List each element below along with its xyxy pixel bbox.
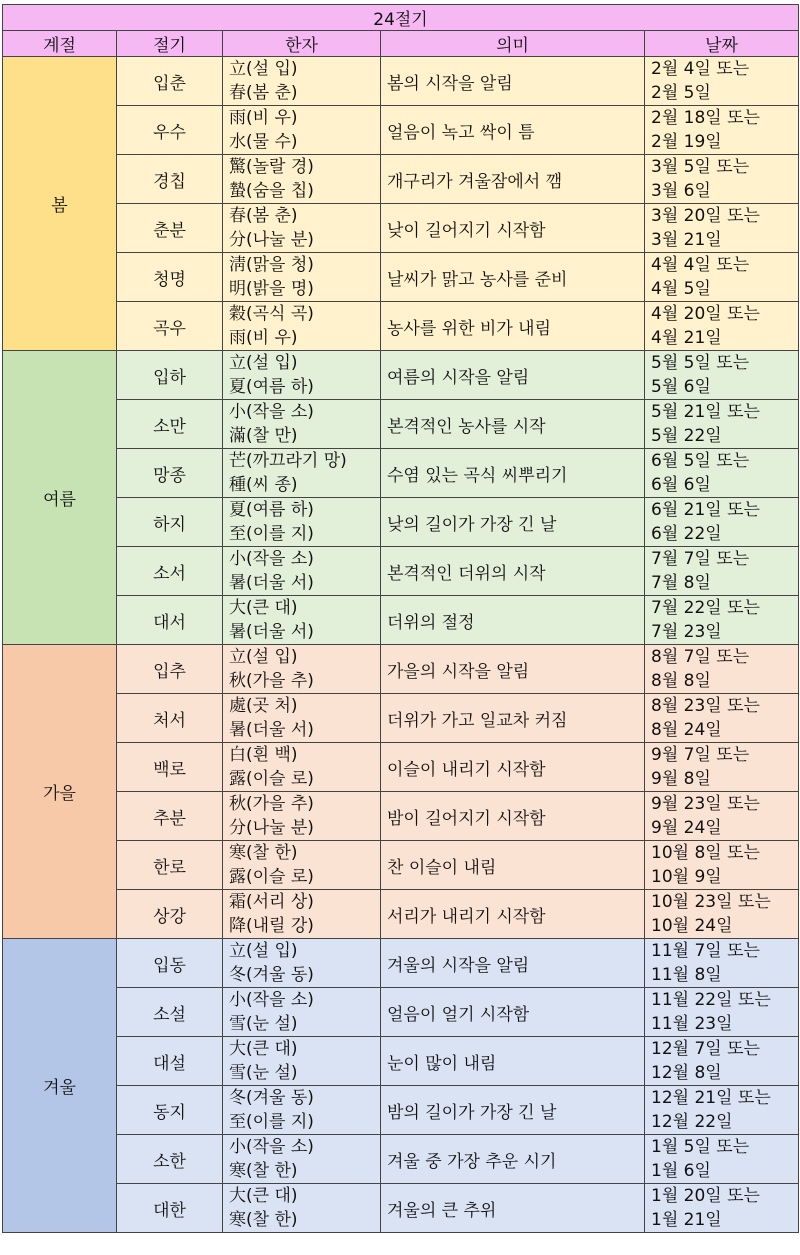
table-row bbox=[3, 645, 799, 694]
hanja-cell bbox=[223, 743, 381, 792]
hanja-cell bbox=[223, 1184, 381, 1233]
date-line: 7월 23일 bbox=[651, 622, 722, 642]
header-meaning: 의미 bbox=[381, 31, 645, 57]
meaning-cell: 더위의 절정 bbox=[381, 596, 645, 645]
term-cell: 대서 bbox=[117, 596, 223, 645]
date-cell bbox=[645, 841, 799, 890]
hanja-line: 小(작을 소) bbox=[229, 990, 314, 1010]
header-season: 계절 bbox=[3, 31, 117, 57]
date-line: 8월 8일 bbox=[651, 671, 711, 691]
hanja-line: 大(큰 대) bbox=[229, 598, 298, 618]
header-date: 날짜 bbox=[645, 31, 799, 57]
season-cell: 가을 bbox=[3, 645, 117, 939]
hanja-line: 雪(눈 설) bbox=[229, 1063, 298, 1083]
meaning-cell: 가을의 시작을 알림 bbox=[381, 645, 645, 694]
date-line: 5월 6일 bbox=[651, 377, 711, 397]
table-row bbox=[3, 743, 799, 792]
hanja-line: 驚(놀랄 경) bbox=[229, 157, 314, 177]
meaning-cell: 농사를 위한 비가 내림 bbox=[381, 302, 645, 351]
date-line: 6월 5일 또는 bbox=[651, 451, 750, 471]
date-line: 7월 7일 또는 bbox=[651, 549, 750, 569]
date-cell bbox=[645, 400, 799, 449]
hanja-cell bbox=[223, 596, 381, 645]
meaning-cell: 날씨가 맑고 농사를 준비 bbox=[381, 253, 645, 302]
solar-terms-table bbox=[2, 4, 799, 1233]
hanja-cell bbox=[223, 792, 381, 841]
date-line: 9월 8일 bbox=[651, 769, 711, 789]
hanja-line: 白(흰 백) bbox=[229, 745, 298, 765]
table-title: 24절기 bbox=[3, 5, 799, 31]
date-cell bbox=[645, 106, 799, 155]
term-cell: 소한 bbox=[117, 1135, 223, 1184]
table-row bbox=[3, 694, 799, 743]
date-line: 2월 4일 또는 bbox=[651, 59, 750, 79]
date-line: 5월 5일 또는 bbox=[651, 353, 750, 373]
table-row bbox=[3, 155, 799, 204]
hanja-line: 大(큰 대) bbox=[229, 1186, 298, 1206]
date-line: 3월 21일 bbox=[651, 230, 722, 250]
meaning-cell: 겨울의 큰 추위 bbox=[381, 1184, 645, 1233]
term-cell: 경칩 bbox=[117, 155, 223, 204]
hanja-line: 冬(겨울 동) bbox=[229, 965, 314, 985]
hanja-line: 至(이를 지) bbox=[229, 1112, 314, 1132]
date-cell bbox=[645, 155, 799, 204]
hanja-line: 春(봄 춘) bbox=[229, 83, 298, 103]
date-line: 4월 21일 bbox=[651, 328, 722, 348]
table-row bbox=[3, 498, 799, 547]
table-row bbox=[3, 890, 799, 939]
table-row bbox=[3, 106, 799, 155]
table-row bbox=[3, 57, 799, 106]
term-cell: 입하 bbox=[117, 351, 223, 400]
date-cell bbox=[645, 1135, 799, 1184]
table-row bbox=[3, 253, 799, 302]
hanja-line: 降(내릴 강) bbox=[229, 916, 314, 936]
date-cell bbox=[645, 1086, 799, 1135]
date-line: 10월 23일 또는 bbox=[651, 892, 771, 912]
date-line: 6월 6일 bbox=[651, 475, 711, 495]
term-cell: 망종 bbox=[117, 449, 223, 498]
date-line: 2월 19일 bbox=[651, 132, 722, 152]
hanja-line: 蟄(숨을 칩) bbox=[229, 181, 314, 201]
hanja-line: 雨(비 우) bbox=[229, 328, 298, 348]
meaning-cell: 수염 있는 곡식 씨뿌리기 bbox=[381, 449, 645, 498]
date-line: 8월 7일 또는 bbox=[651, 647, 750, 667]
hanja-cell bbox=[223, 204, 381, 253]
table-body bbox=[3, 57, 799, 1233]
hanja-line: 分(나눌 분) bbox=[229, 230, 314, 250]
meaning-cell: 겨울 중 가장 추운 시기 bbox=[381, 1135, 645, 1184]
term-cell: 소만 bbox=[117, 400, 223, 449]
table-row bbox=[3, 792, 799, 841]
hanja-line: 至(이를 지) bbox=[229, 524, 314, 544]
term-cell: 대설 bbox=[117, 1037, 223, 1086]
header-hanja: 한자 bbox=[223, 31, 381, 57]
meaning-cell: 밤의 길이가 가장 긴 날 bbox=[381, 1086, 645, 1135]
date-cell bbox=[645, 498, 799, 547]
date-line: 11월 7일 또는 bbox=[651, 941, 760, 961]
date-cell bbox=[645, 694, 799, 743]
hanja-line: 秋(가을 추) bbox=[229, 794, 314, 814]
hanja-line: 春(봄 춘) bbox=[229, 206, 298, 226]
hanja-cell bbox=[223, 890, 381, 939]
hanja-cell bbox=[223, 694, 381, 743]
table-row bbox=[3, 988, 799, 1037]
meaning-cell: 찬 이슬이 내림 bbox=[381, 841, 645, 890]
date-line: 10월 9일 bbox=[651, 867, 722, 887]
date-line: 9월 7일 또는 bbox=[651, 745, 750, 765]
hanja-line: 秋(가을 추) bbox=[229, 671, 314, 691]
date-line: 9월 23일 또는 bbox=[651, 794, 760, 814]
hanja-line: 水(물 수) bbox=[229, 132, 298, 152]
date-line: 3월 6일 bbox=[651, 181, 711, 201]
hanja-line: 寒(찰 한) bbox=[229, 1210, 298, 1230]
hanja-line: 小(작을 소) bbox=[229, 402, 314, 422]
date-line: 6월 22일 bbox=[651, 524, 722, 544]
hanja-cell bbox=[223, 253, 381, 302]
table-row bbox=[3, 302, 799, 351]
hanja-cell bbox=[223, 988, 381, 1037]
hanja-line: 立(설 입) bbox=[229, 941, 298, 961]
date-line: 6월 21일 또는 bbox=[651, 500, 760, 520]
date-line: 9월 24일 bbox=[651, 818, 722, 838]
table-row bbox=[3, 547, 799, 596]
date-cell bbox=[645, 253, 799, 302]
hanja-line: 立(설 입) bbox=[229, 353, 298, 373]
date-line: 4월 4일 또는 bbox=[651, 255, 750, 275]
hanja-line: 立(설 입) bbox=[229, 647, 298, 667]
date-cell bbox=[645, 1184, 799, 1233]
hanja-cell bbox=[223, 400, 381, 449]
date-line: 7월 22일 또는 bbox=[651, 598, 760, 618]
date-line: 12월 7일 또는 bbox=[651, 1039, 760, 1059]
term-cell: 소설 bbox=[117, 988, 223, 1037]
table-row bbox=[3, 939, 799, 988]
hanja-cell bbox=[223, 939, 381, 988]
hanja-cell bbox=[223, 302, 381, 351]
hanja-line: 分(나눌 분) bbox=[229, 818, 314, 838]
hanja-line: 小(작을 소) bbox=[229, 549, 314, 569]
date-cell bbox=[645, 351, 799, 400]
hanja-line: 小(작을 소) bbox=[229, 1137, 314, 1157]
hanja-line: 種(씨 종) bbox=[229, 475, 298, 495]
hanja-line: 滿(찰 만) bbox=[229, 426, 298, 446]
hanja-line: 雪(눈 설) bbox=[229, 1014, 298, 1034]
term-cell: 입동 bbox=[117, 939, 223, 988]
date-line: 8월 24일 bbox=[651, 720, 722, 740]
table-row bbox=[3, 596, 799, 645]
date-line: 5월 21일 또는 bbox=[651, 402, 760, 422]
header-term: 절기 bbox=[117, 31, 223, 57]
hanja-line: 露(이슬 로) bbox=[229, 867, 314, 887]
date-cell bbox=[645, 1037, 799, 1086]
hanja-cell bbox=[223, 57, 381, 106]
meaning-cell: 본격적인 더위의 시작 bbox=[381, 547, 645, 596]
term-cell: 처서 bbox=[117, 694, 223, 743]
hanja-cell bbox=[223, 1086, 381, 1135]
hanja-line: 大(큰 대) bbox=[229, 1039, 298, 1059]
date-cell bbox=[645, 547, 799, 596]
term-cell: 소서 bbox=[117, 547, 223, 596]
hanja-line: 雨(비 우) bbox=[229, 108, 298, 128]
meaning-cell: 서리가 내리기 시작함 bbox=[381, 890, 645, 939]
meaning-cell: 개구리가 겨울잠에서 깸 bbox=[381, 155, 645, 204]
date-line: 1월 20일 또는 bbox=[651, 1186, 760, 1206]
term-cell: 곡우 bbox=[117, 302, 223, 351]
season-cell: 여름 bbox=[3, 351, 117, 645]
meaning-cell: 더위가 가고 일교차 커짐 bbox=[381, 694, 645, 743]
date-line: 5월 22일 bbox=[651, 426, 722, 446]
hanja-line: 夏(여름 하) bbox=[229, 377, 314, 397]
season-cell: 겨울 bbox=[3, 939, 117, 1233]
date-line: 11월 22일 또는 bbox=[651, 990, 771, 1010]
date-line: 12월 22일 bbox=[651, 1112, 733, 1132]
hanja-line: 夏(여름 하) bbox=[229, 500, 314, 520]
date-cell bbox=[645, 988, 799, 1037]
date-cell bbox=[645, 792, 799, 841]
season-cell: 봄 bbox=[3, 57, 117, 351]
meaning-cell: 봄의 시작을 알림 bbox=[381, 57, 645, 106]
hanja-line: 暑(더울 서) bbox=[229, 622, 314, 642]
date-line: 3월 20일 또는 bbox=[651, 206, 760, 226]
term-cell: 동지 bbox=[117, 1086, 223, 1135]
hanja-cell bbox=[223, 449, 381, 498]
term-cell: 대한 bbox=[117, 1184, 223, 1233]
date-cell bbox=[645, 302, 799, 351]
meaning-cell: 이슬이 내리기 시작함 bbox=[381, 743, 645, 792]
table-row bbox=[3, 400, 799, 449]
hanja-line: 冬(겨울 동) bbox=[229, 1088, 314, 1108]
hanja-line: 淸(맑을 청) bbox=[229, 255, 314, 275]
date-line: 3월 5일 또는 bbox=[651, 157, 750, 177]
date-cell bbox=[645, 743, 799, 792]
meaning-cell: 겨울의 시작을 알림 bbox=[381, 939, 645, 988]
hanja-cell bbox=[223, 351, 381, 400]
meaning-cell: 얼음이 녹고 싹이 틈 bbox=[381, 106, 645, 155]
hanja-cell bbox=[223, 498, 381, 547]
term-cell: 춘분 bbox=[117, 204, 223, 253]
meaning-cell: 낮의 길이가 가장 긴 날 bbox=[381, 498, 645, 547]
table-row bbox=[3, 449, 799, 498]
meaning-cell: 낮이 길어지기 시작함 bbox=[381, 204, 645, 253]
hanja-cell bbox=[223, 155, 381, 204]
hanja-line: 明(밝을 명) bbox=[229, 279, 314, 299]
hanja-line: 暑(더울 서) bbox=[229, 573, 314, 593]
table-row bbox=[3, 351, 799, 400]
hanja-line: 芒(까끄라기 망) bbox=[229, 451, 347, 471]
hanja-line: 處(곳 처) bbox=[229, 696, 298, 716]
table-row bbox=[3, 1037, 799, 1086]
meaning-cell: 얼음이 얼기 시작함 bbox=[381, 988, 645, 1037]
hanja-line: 寒(찰 한) bbox=[229, 1161, 298, 1181]
term-cell: 입춘 bbox=[117, 57, 223, 106]
term-cell: 추분 bbox=[117, 792, 223, 841]
table-row bbox=[3, 1184, 799, 1233]
date-line: 11월 8일 bbox=[651, 965, 722, 985]
date-line: 4월 20일 또는 bbox=[651, 304, 760, 324]
hanja-cell bbox=[223, 1037, 381, 1086]
table-row bbox=[3, 1135, 799, 1184]
date-line: 10월 24일 bbox=[651, 916, 733, 936]
hanja-line: 露(이슬 로) bbox=[229, 769, 314, 789]
date-cell bbox=[645, 939, 799, 988]
term-cell: 한로 bbox=[117, 841, 223, 890]
date-line: 4월 5일 bbox=[651, 279, 711, 299]
date-cell bbox=[645, 204, 799, 253]
hanja-line: 立(설 입) bbox=[229, 59, 298, 79]
hanja-cell bbox=[223, 1135, 381, 1184]
hanja-line: 霜(서리 상) bbox=[229, 892, 314, 912]
date-line: 1월 21일 bbox=[651, 1210, 722, 1230]
date-cell bbox=[645, 645, 799, 694]
date-line: 1월 5일 또는 bbox=[651, 1137, 750, 1157]
date-line: 10월 8일 또는 bbox=[651, 843, 760, 863]
meaning-cell: 여름의 시작을 알림 bbox=[381, 351, 645, 400]
meaning-cell: 눈이 많이 내림 bbox=[381, 1037, 645, 1086]
hanja-cell bbox=[223, 106, 381, 155]
hanja-cell bbox=[223, 841, 381, 890]
term-cell: 상강 bbox=[117, 890, 223, 939]
term-cell: 백로 bbox=[117, 743, 223, 792]
table-row bbox=[3, 204, 799, 253]
table-row bbox=[3, 1086, 799, 1135]
date-cell bbox=[645, 890, 799, 939]
date-line: 2월 18일 또는 bbox=[651, 108, 760, 128]
hanja-line: 暑(더울 서) bbox=[229, 720, 314, 740]
term-cell: 하지 bbox=[117, 498, 223, 547]
hanja-cell bbox=[223, 547, 381, 596]
date-line: 2월 5일 bbox=[651, 83, 711, 103]
meaning-cell: 밤이 길어지기 시작함 bbox=[381, 792, 645, 841]
hanja-line: 穀(곡식 곡) bbox=[229, 304, 314, 324]
date-line: 12월 21일 또는 bbox=[651, 1088, 771, 1108]
term-cell: 입추 bbox=[117, 645, 223, 694]
hanja-line: 寒(찰 한) bbox=[229, 843, 298, 863]
date-cell bbox=[645, 57, 799, 106]
date-cell bbox=[645, 449, 799, 498]
date-line: 7월 8일 bbox=[651, 573, 711, 593]
date-line: 8월 23일 또는 bbox=[651, 696, 760, 716]
date-cell bbox=[645, 596, 799, 645]
term-cell: 청명 bbox=[117, 253, 223, 302]
date-line: 11월 23일 bbox=[651, 1014, 733, 1034]
hanja-cell bbox=[223, 645, 381, 694]
table-row bbox=[3, 841, 799, 890]
date-line: 12월 8일 bbox=[651, 1063, 722, 1083]
date-line: 1월 6일 bbox=[651, 1161, 711, 1181]
meaning-cell: 본격적인 농사를 시작 bbox=[381, 400, 645, 449]
term-cell: 우수 bbox=[117, 106, 223, 155]
